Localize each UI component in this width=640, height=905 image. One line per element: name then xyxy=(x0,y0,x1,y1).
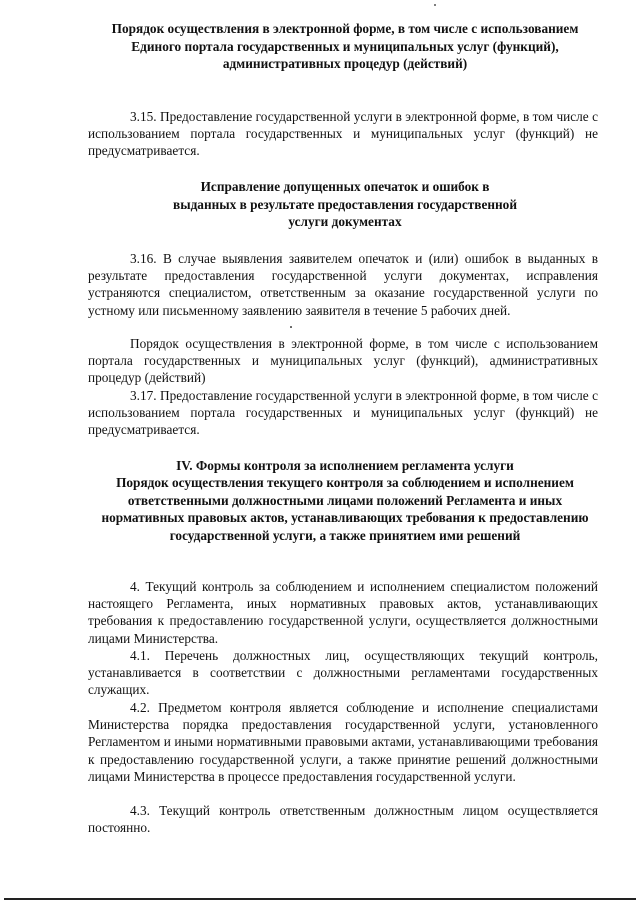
paragraph-4-2: 4.2. Предметом контроля является соблюдение и исполнение специалистами Министерства порядка предоставления государственной услуги, установленного Регламентом и иными нормативными правовыми актами, устанавливающими требования к предоставлению государственной услуги, а также принятие решений должностными лицами Министерства в процессе предоставления государственной услуги. xyxy=(88,700,598,784)
bottom-rule xyxy=(4,898,636,900)
scan-speck xyxy=(434,4,436,6)
paragraph-3-17: 3.17. Предоставление государственной услуги в электронной форме, в том числе с использованием портала государственных и муниципальных услуг (функций) не предусматривается. xyxy=(88,388,598,438)
heading-section-iv-title: IV. Формы контроля за исполнением регламента услуги xyxy=(176,458,514,473)
heading-corrections: Исправление допущенных опечаток и ошибок в выданных в результате предоставления государственной услуги документах xyxy=(173,179,517,229)
paragraph-electronic-order: Порядок осуществления в электронной форме, в том числе с использованием портала государственных и муниципальных услуг (функций), административных процедур (действий) xyxy=(88,336,598,386)
scan-speck xyxy=(290,326,292,328)
paragraph-3-15: 3.15. Предоставление государственной услуги в электронной форме, в том числе с использованием портала государственных и муниципальных услуг (функций) не предусматривается. xyxy=(88,109,598,159)
heading-section-iv-subtitle: Порядок осуществления текущего контроля за соблюдением и исполнением ответственными должностными лицами положений Регламента и иных нормативных правовых актов, устанавливающих требования к предоставлению государственной услуги, а также принятием ими решений xyxy=(101,475,589,543)
paragraph-4-3: 4.3. Текущий контроль ответственным должностным лицом осуществляется постоянно. xyxy=(88,803,598,836)
paragraph-4: 4. Текущий контроль за соблюдением и исполнением специалистом положений настоящего Регламента, иных нормативных правовых актов, устанавливающих требования к предоставлению государственной услуги, осуществляется должностными лицами Министерства. xyxy=(88,579,598,646)
heading-electronic-form: Порядок осуществления в электронной форме, в том числе с использованием Единого портала государственных и муниципальных услуг (функций), административных процедур (действий) xyxy=(111,21,579,71)
paragraph-3-16: 3.16. В случае выявления заявителем опечаток и (или) ошибок в выданных в результате предоставления государственной услуги документах, исправления устраняются специалистом, ответственным за оказание государственной услуги по устному или письменному заявлению заявителя в течение 5 рабочих дней. xyxy=(88,251,598,318)
paragraph-4-1: 4.1. Перечень должностных лиц, осуществляющих текущий контроль, устанавливается в соответствии с должностными регламентами государственных служащих. xyxy=(88,648,598,698)
